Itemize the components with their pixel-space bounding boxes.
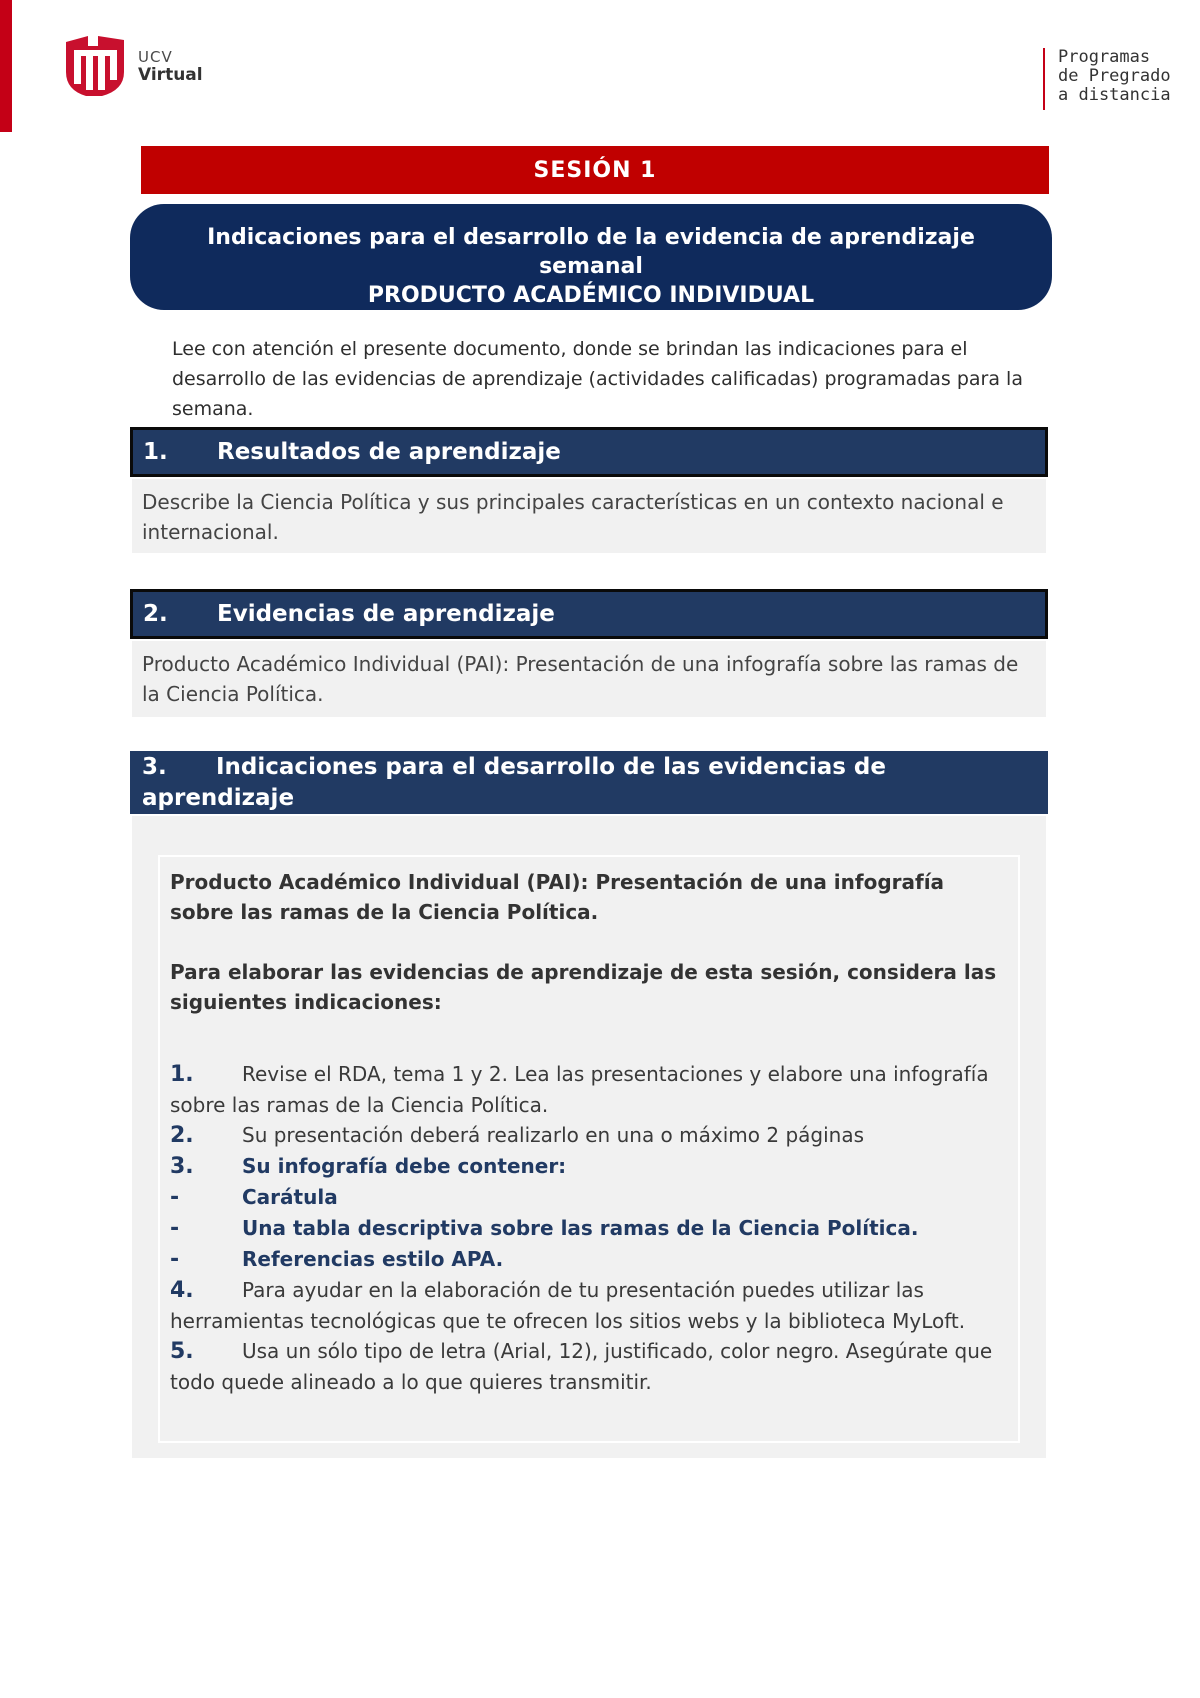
instruction-text: Revise el RDA, tema 1 y 2. Lea las presentaciones y elabore una infografía sobre las ramas de la Ciencia Política.: [170, 1062, 989, 1117]
instruction-number: 2.: [170, 1123, 194, 1148]
instruction-subitem: [170, 1213, 1008, 1244]
left-accent-bar: [0, 0, 12, 132]
program-label-line: de Pregrado: [1058, 66, 1171, 86]
instruction-bullet: -: [170, 1216, 180, 1241]
ucv-virtual-logo: [64, 34, 203, 98]
instruction-item: [170, 1059, 1008, 1120]
document-title: Indicaciones para el desarrollo de la evidencia de aprendizaje semanal: [207, 225, 975, 279]
section-title: Resultados de aprendizaje: [217, 439, 561, 465]
instruction-number: 5.: [170, 1339, 194, 1364]
instruction-subitem: [170, 1244, 1008, 1275]
section-number: 1.: [143, 439, 168, 465]
instruction-text: Referencias estilo APA.: [242, 1247, 504, 1271]
section-2-header: [130, 589, 1048, 639]
instruction-number: 1.: [170, 1062, 194, 1087]
instruction-item: [170, 1275, 1008, 1336]
document-subtitle: PRODUCTO ACADÉMICO INDIVIDUAL: [367, 283, 815, 308]
section-2-body: Producto Académico Individual (PAI): Presentación de una infografía sobre las ramas de la Ciencia Política.: [132, 641, 1046, 717]
instruction-text: Usa un sólo tipo de letra (Arial, 12), justificado, color negro. Asegúrate que todo quede alineado a lo que quieres transmitir.: [170, 1339, 993, 1394]
section-title: Evidencias de aprendizaje: [217, 601, 555, 627]
instruction-text: Para ayudar en la elaboración de tu presentación puedes utilizar las herramientas tecnológicas que te ofrecen los sitios webs y la biblioteca MyLoft.: [170, 1278, 966, 1333]
ucv-shield-icon: [64, 34, 126, 98]
program-label-line: Programas: [1058, 47, 1151, 67]
section-1-header: [130, 427, 1048, 477]
instruction-text: Carátula: [242, 1185, 338, 1209]
instruction-item: [170, 1336, 1008, 1397]
intro-paragraph: Lee con atención el presente documento, donde se brindan las indicaciones para el desarrollo de las evidencias de aprendizaje (actividades calificadas) programadas para la semana.: [172, 338, 1023, 420]
instructions-box: [158, 855, 1020, 1443]
instruction-number: 4.: [170, 1278, 194, 1303]
section-number: 3.: [142, 754, 167, 780]
instructions-lead: Para elaborar las evidencias de aprendizaje de esta sesión, considera las siguientes indicaciones:: [170, 960, 997, 1014]
instructions-heading: Producto Académico Individual (PAI): Presentación de una infografía sobre las ramas de la Ciencia Política.: [170, 870, 945, 924]
instruction-text: Una tabla descriptiva sobre las ramas de la Ciencia Política.: [242, 1216, 919, 1240]
instruction-bullet: -: [170, 1185, 180, 1210]
program-label: [1058, 48, 1171, 105]
section-number: 2.: [143, 601, 168, 627]
section-title: Indicaciones para el desarrollo de las evidencias de aprendizaje: [142, 754, 886, 811]
logo-text-ucv: UCV: [138, 48, 173, 66]
instruction-text: Su infografía debe contener:: [242, 1154, 567, 1178]
section-3-header: [130, 751, 1048, 814]
instruction-subitem: [170, 1182, 1008, 1213]
program-label-line: a distancia: [1058, 85, 1171, 105]
instruction-number: 3.: [170, 1154, 194, 1179]
logo-text-virtual: Virtual: [138, 65, 203, 85]
header-divider: [1043, 48, 1045, 110]
instruction-text: Su presentación deberá realizarlo en una o máximo 2 páginas: [242, 1123, 864, 1147]
instruction-item: [170, 1151, 1008, 1182]
session-banner: SESIÓN 1: [141, 146, 1049, 194]
instruction-bullet: -: [170, 1247, 180, 1272]
document-title-box: [130, 204, 1052, 310]
instruction-item: [170, 1120, 1008, 1151]
section-1-body: Describe la Ciencia Política y sus principales características en un contexto nacional e internacional.: [132, 479, 1046, 553]
